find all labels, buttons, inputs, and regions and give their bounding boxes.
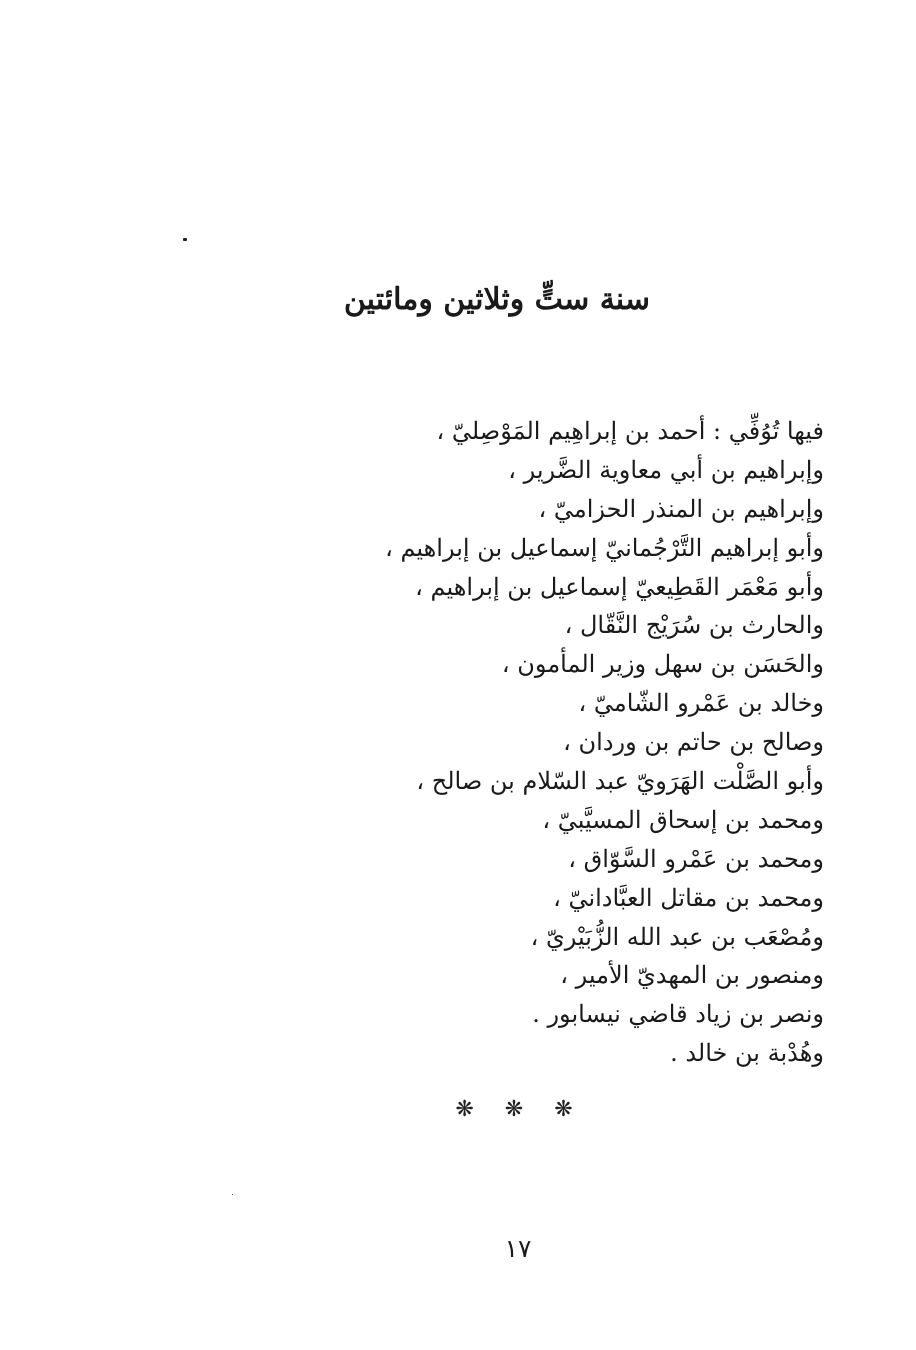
- list-item: وإبراهيم بن المنذر الحزاميّ ،: [538, 494, 824, 523]
- list-item: وأبو مَعْمَر القَطِيعيّ إسماعيل بن إبراهيم ،: [415, 572, 824, 601]
- list-item: ومنصور بن المهديّ الأمير ،: [560, 961, 824, 990]
- list-item: وصالح بن حاتم بن وردان ،: [563, 728, 824, 757]
- list-item: فيها تُوُفِّي : أحمد بن إبراهِيم المَوْصِليّ ،: [436, 417, 824, 445]
- list-item: ومحمد بن عَمْرو السَّوّاق ،: [568, 844, 824, 873]
- list-item: وأبو إبراهيم التَّرْجُمانيّ إسماعيل بن إبراهيم ،: [385, 533, 824, 562]
- list-item: ومحمد بن إسحاق المسيَّبيّ ،: [542, 805, 824, 834]
- ink-speck: [183, 238, 187, 241]
- list-item: والحارث بن سُرَيْج النَّقّال ،: [564, 611, 824, 640]
- list-item: وإبراهيم بن أبي معاوية الضَّرير ،: [508, 455, 824, 484]
- ink-speck: [232, 1194, 233, 1195]
- obituary-list: [384, 412, 824, 1073]
- list-item: ومحمد بن مقاتل العبَّادانيّ ،: [553, 883, 824, 912]
- list-item: وأبو الصَّلْت الهَرَويّ عبد السّلام بن صالح ،: [416, 767, 824, 796]
- list-item: وخالد بن عَمْرو الشّاميّ ،: [578, 689, 824, 718]
- list-item: وهُدْبة بن خالد .: [670, 1039, 824, 1068]
- list-item: والحَسَن بن سهل وزير المأمون ،: [501, 650, 824, 679]
- list-item: ونصر بن زياد قاضي نيسابور .: [532, 1000, 824, 1029]
- section-separator: ❋ ❋ ❋: [455, 1097, 585, 1122]
- list-item: ومُصْعَب بن عبد الله الزُّبَيْريّ ،: [530, 922, 824, 951]
- section-title: سنة ستٍّ وثلاثين ومائتين: [343, 282, 650, 317]
- page-number: ١٧: [504, 1234, 532, 1263]
